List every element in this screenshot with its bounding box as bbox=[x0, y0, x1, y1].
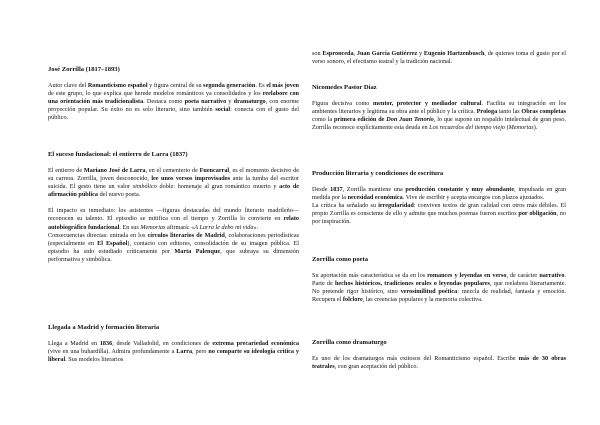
bold-text: narrativo bbox=[539, 272, 565, 279]
text-run: , que subraya su dimensión performativa y simbólica. bbox=[48, 247, 299, 263]
text-run: ( bbox=[505, 124, 509, 132]
paragraph bbox=[48, 340, 299, 364]
section-heading: José Zorrilla (1817–1893) bbox=[48, 66, 120, 73]
text-run: y bbox=[417, 50, 424, 57]
bold-text: 1837 bbox=[330, 186, 343, 193]
bold-text: por obligación bbox=[518, 210, 557, 218]
bold-text: Obras completas bbox=[521, 108, 566, 116]
bold-text: necesidad económica bbox=[347, 194, 403, 202]
text-run: , desde Valladolid, en condiciones de bbox=[112, 340, 213, 347]
italic-text: Don Juan Tenorio bbox=[386, 116, 434, 124]
bold-text: más de 30 obras teatrales bbox=[312, 355, 566, 371]
bold-text: segunda generación bbox=[203, 82, 256, 89]
section-dramaturgo bbox=[312, 339, 566, 371]
italic-text: simbólico bbox=[132, 183, 157, 191]
text-run: y figura central de su bbox=[147, 82, 204, 89]
bold-text: relato autobiográfico fundacional bbox=[48, 215, 299, 231]
text-run: : mezcla de realidad, fantasía y emoción. Recupera el bbox=[312, 288, 566, 304]
section-poeta bbox=[312, 256, 566, 304]
bold-text: Romanticismo español bbox=[87, 82, 148, 89]
bold-text: hechos históricos, tradiciones orales o leyendas populares bbox=[334, 280, 490, 288]
text-run: doble: homenaje al gran romántico muerto y bbox=[156, 183, 280, 191]
paragraph bbox=[312, 50, 566, 66]
bold-text: Eugenio Hartzenbusch bbox=[423, 50, 485, 57]
bold-text bbox=[386, 116, 434, 123]
italic-text: Memorias bbox=[140, 223, 166, 231]
bold-text: Prologa bbox=[476, 108, 498, 116]
text-run: Su aportación más característica se da en los bbox=[312, 272, 428, 279]
paragraph bbox=[312, 100, 566, 132]
text-run: como la bbox=[312, 116, 334, 124]
bold-text: mentor, protector y mediador cultural bbox=[372, 100, 482, 107]
section-pastor-diaz bbox=[312, 84, 566, 132]
section-entierro-larra bbox=[48, 151, 299, 264]
section-produccion bbox=[312, 170, 566, 226]
bold-text: reelabore con una orientación más tradicionalista bbox=[48, 90, 299, 106]
text-run: , pero bbox=[192, 348, 209, 356]
section-continuation bbox=[312, 50, 566, 66]
bold-text: círculos literarios de Madrid bbox=[147, 231, 225, 239]
bold-text: lee unos versos improvisados bbox=[151, 175, 231, 183]
bold-text: primera edición de bbox=[333, 116, 387, 124]
bold-text: poeta narrativo bbox=[184, 98, 227, 106]
text-run: ». bbox=[253, 223, 259, 231]
text-run: . Parte de bbox=[312, 272, 566, 288]
section-heading: Producción literaria y condiciones de escritura bbox=[312, 170, 444, 177]
bold-text: Espronceda bbox=[322, 50, 354, 57]
paragraph bbox=[48, 167, 299, 199]
paragraph bbox=[48, 207, 299, 231]
section-jose-zorrilla bbox=[48, 66, 299, 122]
text-run: , colaboraciones periodísticas (especialmente en bbox=[48, 231, 299, 247]
text-run: , que reelabora literariamente. No pretende rigor histórico, sino bbox=[312, 280, 566, 296]
text-run: y bbox=[226, 98, 234, 106]
text-run: La crítica ha señalado su bbox=[312, 202, 379, 210]
bold-text: Marta Palenque bbox=[174, 247, 221, 255]
text-run: del nuevo poeta. bbox=[98, 191, 141, 199]
text-run: Autor clave del bbox=[48, 82, 88, 89]
section-heading: Zorrilla como dramaturgo bbox=[312, 339, 387, 346]
bold-text: dramaturgo bbox=[233, 98, 266, 106]
bold-text: folclore bbox=[342, 296, 363, 304]
text-run: . En sus bbox=[119, 223, 141, 231]
text-run: , las creencias populares y la memoria colectiva. bbox=[362, 296, 483, 304]
bold-text: irregularidad bbox=[378, 202, 414, 210]
section-heading: El suceso fundacional: el entierro de Larra (1837) bbox=[48, 151, 188, 158]
text-run: El impacto es inmediato: los asistentes —figuras destacadas del mundo literario madrileño— reconocen su talento. El episodio se mitifica con el tiempo y Zorrilla lo convierte en bbox=[48, 207, 299, 223]
section-llegada-madrid bbox=[48, 324, 299, 364]
text-run: ). bbox=[533, 124, 538, 132]
italic-text: Los recuerdos del tiempo viejo bbox=[429, 124, 506, 132]
text-run: . Vive de escribir y acepta encargos con plazos ajustados. bbox=[402, 194, 545, 202]
text-run: Figura decisiva como bbox=[312, 100, 373, 107]
bold-text: social bbox=[215, 106, 231, 114]
bold-text: Juan García Gutiérrez bbox=[356, 50, 418, 57]
text-run: : conecta con el gusto del público. bbox=[48, 106, 299, 122]
bold-text: producción constante y muy abundante bbox=[405, 186, 515, 193]
text-run: , bbox=[353, 50, 357, 57]
bold-text: Mariano José de Larra bbox=[83, 167, 146, 174]
text-run: ante la tumba del escritor suicida. El gesto tiene un valor bbox=[48, 175, 299, 191]
paragraph bbox=[48, 232, 299, 264]
text-run: , es el momento decisivo de su carrera. Zorrilla, joven desconocido, bbox=[48, 167, 299, 183]
bold-text: Larra bbox=[176, 348, 193, 356]
text-run: Llega a Madrid en bbox=[48, 340, 100, 347]
text-run: . Es bbox=[255, 82, 267, 89]
paragraph bbox=[312, 355, 566, 371]
bold-text: 1836 bbox=[99, 340, 113, 347]
paragraph bbox=[312, 272, 566, 304]
text-run: , de quienes toma el gusto por el verso sonoro, el efectismo teatral y la tradición nacional. bbox=[312, 50, 566, 66]
text-run: , no por inspiración. bbox=[312, 210, 566, 226]
text-run: , de carácter bbox=[506, 272, 540, 279]
text-run: de este grupo, lo que explica que herede modelos románticos ya consolidados y los bbox=[48, 90, 263, 98]
section-heading: Zorrilla como poeta bbox=[312, 256, 369, 263]
text-run: , con gran aceptación del público. bbox=[334, 363, 419, 371]
text-run: . Sus modelos literarios bbox=[65, 356, 124, 364]
paragraph bbox=[312, 202, 566, 226]
text-run: son bbox=[312, 50, 323, 57]
bold-text: extrema precariedad económica bbox=[212, 340, 299, 347]
text-run: : conviven textos de gran calidad con otros más débiles. El propio Zorrilla es consciente de ello y admite que muchos poemas fueron escritos bbox=[312, 202, 566, 218]
text-run: , en el cementerio de bbox=[145, 167, 200, 174]
text-run: ), contacto con editores, consolidación de su imagen pública. El episodio ha sido estudiado críticamente por bbox=[48, 239, 299, 255]
section-heading: Nicomedes Pastor Díaz bbox=[312, 84, 377, 91]
paragraph bbox=[48, 82, 299, 122]
bold-text: el más joven bbox=[266, 82, 300, 89]
text-run: tanto las bbox=[497, 108, 522, 116]
bold-text: Fuencarral bbox=[199, 167, 230, 174]
bold-text: romances y leyendas en verso bbox=[427, 272, 507, 279]
italic-text: Memorias bbox=[508, 124, 534, 132]
bold-text: El Español bbox=[97, 239, 128, 247]
section-heading: Llegada a Madrid y formación literaria bbox=[48, 324, 160, 331]
text-run: (vive en una buhardilla). Admira profundamente a bbox=[48, 348, 177, 356]
bold-text: acto de afirmación pública bbox=[48, 183, 300, 199]
text-run: . Destaca como bbox=[143, 98, 185, 106]
bold-text: no comparte su ideología crítica y liberal bbox=[48, 348, 299, 364]
text-run: El entierro de bbox=[48, 167, 84, 174]
italic-text: A Larra le debo mi vida bbox=[194, 223, 254, 231]
bold-text: verosimilitud poética bbox=[400, 288, 458, 296]
text-run: , Zorrilla mantiene una bbox=[342, 186, 406, 193]
text-run: Desde bbox=[312, 186, 331, 193]
text-run: Es uno de los dramaturgos más exitosos del Romanticismo español. Escribe bbox=[312, 355, 519, 362]
text-run: , con enorme proyección popular. Su éxito no es solo literario, sino también bbox=[48, 98, 299, 114]
text-run: afirmará: « bbox=[165, 223, 195, 231]
paragraph bbox=[312, 186, 566, 202]
text-run: , impulsada en gran medida por la bbox=[312, 186, 566, 202]
text-run: Consecuencias directas: entrada en los bbox=[48, 231, 148, 239]
text-run: . Facilita su integración en los ambientes literarios y legitima su obra ante el público y la crítica. bbox=[312, 100, 566, 116]
text-run: , lo que supone un respaldo intelectual de gran peso. Zorrilla reconoce explícitamente esta deuda en bbox=[312, 116, 566, 132]
